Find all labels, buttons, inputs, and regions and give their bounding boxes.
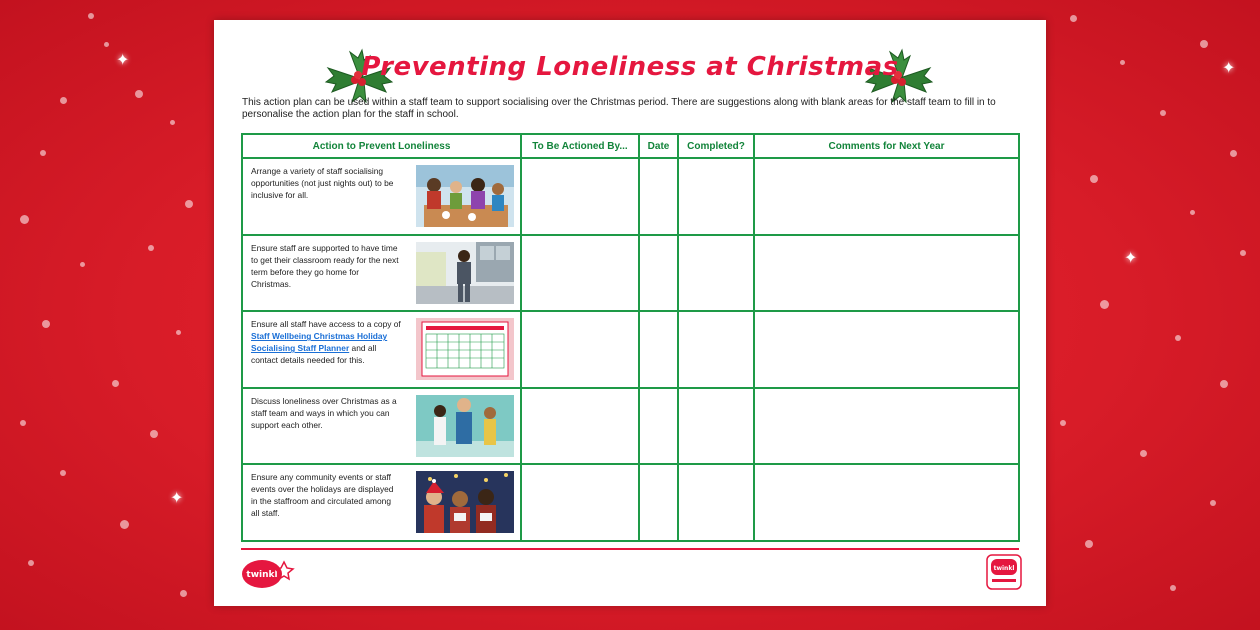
table-header-row — [242, 134, 1019, 158]
twinkl-logo — [240, 556, 300, 592]
date-cell[interactable] — [639, 235, 678, 312]
document-title: Preventing Loneliness at Christmas — [361, 52, 899, 82]
completed-cell[interactable] — [678, 464, 754, 541]
action-text: Ensure staff are supported to have time to get their classroom ready for the next term before they go home for Christmas. — [251, 242, 399, 289]
action-text: Ensure any community events or staff events over the holidays are displayed in the staffroom and circulated among all staff. — [251, 472, 394, 519]
document-sheet — [214, 20, 1046, 606]
action-plan-table — [241, 133, 1020, 542]
actioned-by-cell[interactable] — [521, 388, 639, 465]
sparkle-icon: ✦ — [1124, 248, 1138, 267]
header-action: Action to Prevent Loneliness — [242, 134, 521, 158]
completed-cell[interactable] — [678, 235, 754, 312]
header-date: Date — [639, 134, 678, 158]
actioned-by-cell[interactable] — [521, 464, 639, 541]
completed-cell[interactable] — [678, 311, 754, 388]
comments-cell[interactable] — [754, 388, 1019, 465]
staff-planner-link[interactable]: Staff Wellbeing Christmas Holiday Socialising Staff Planner — [251, 331, 388, 354]
actioned-by-cell[interactable] — [521, 158, 639, 235]
footer-divider — [241, 548, 1019, 550]
comments-cell[interactable] — [754, 235, 1019, 312]
sparkle-icon: ✦ — [1222, 58, 1236, 77]
header-actioned-by: To Be Actioned By... — [521, 134, 639, 158]
carol-singers-image — [416, 471, 514, 533]
completed-cell[interactable] — [678, 388, 754, 465]
action-text — [251, 318, 401, 366]
twinkl-logo-text: twinkl — [246, 570, 278, 580]
action-text-after: and all contact details needed for this. — [251, 343, 377, 366]
action-text-before: Ensure all staff have access to a copy of — [251, 319, 401, 330]
sparkle-icon: ✦ — [116, 50, 130, 69]
twinkl-badge-logo-text: twinkl — [993, 565, 1015, 572]
completed-cell[interactable] — [678, 158, 754, 235]
table-row — [242, 235, 1019, 312]
header-completed: Completed? — [678, 134, 754, 158]
date-cell[interactable] — [639, 158, 678, 235]
table-row — [242, 158, 1019, 235]
date-cell[interactable] — [639, 464, 678, 541]
staff-discussion-image — [416, 395, 514, 457]
table-row — [242, 311, 1019, 388]
header-comments: Comments for Next Year — [754, 134, 1019, 158]
sparkle-icon: ✦ — [170, 488, 184, 507]
comments-cell[interactable] — [754, 311, 1019, 388]
comments-cell[interactable] — [754, 158, 1019, 235]
comments-cell[interactable] — [754, 464, 1019, 541]
twinkl-badge-logo — [986, 554, 1022, 590]
date-cell[interactable] — [639, 388, 678, 465]
actioned-by-cell[interactable] — [521, 235, 639, 312]
table-row — [242, 464, 1019, 541]
classroom-teacher-image — [416, 242, 514, 304]
staff-dinner-image — [416, 165, 514, 227]
date-cell[interactable] — [639, 311, 678, 388]
table-row — [242, 388, 1019, 465]
action-text: Discuss loneliness over Christmas as a staff team and ways in which you can support each other. — [251, 395, 397, 430]
intro-paragraph: This action plan can be used within a staff team to support socialising over the Christmas period. There are suggestions along with blank areas for the staff team to fill in to personalise the action plan for the staff in school. — [242, 97, 996, 120]
planner-thumbnail-image — [416, 318, 514, 380]
actioned-by-cell[interactable] — [521, 311, 639, 388]
action-text: Arrange a variety of staff socialising opportunities (not just nights out) to be inclusive for all. — [251, 166, 394, 200]
